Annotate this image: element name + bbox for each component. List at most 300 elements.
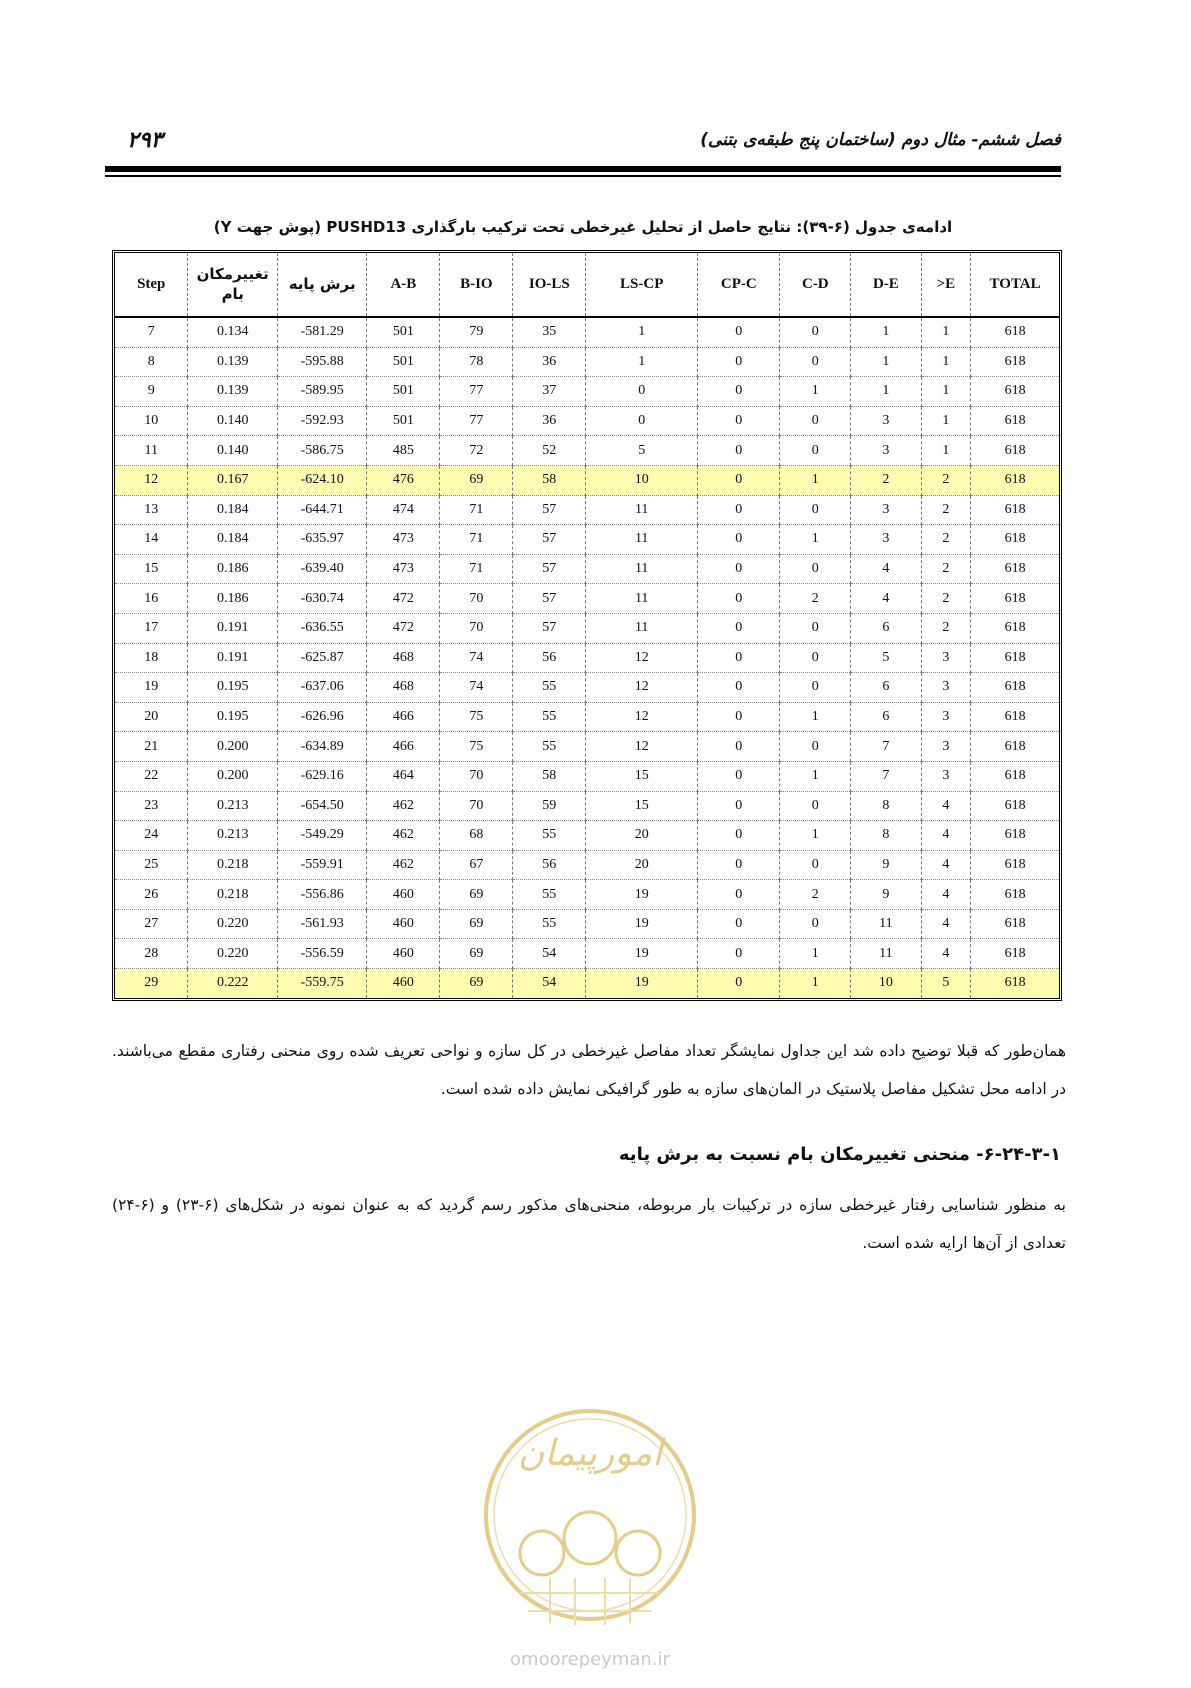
table-row xyxy=(115,880,1059,910)
table-cell: 75 xyxy=(440,732,513,762)
table-cell: -549.29 xyxy=(277,821,366,851)
table-cell: 1 xyxy=(586,347,698,377)
table-header-cell: C-D xyxy=(780,253,851,317)
table-cell: 1 xyxy=(851,377,922,407)
table-cell: 8 xyxy=(851,791,922,821)
table-cell: 17 xyxy=(115,613,188,643)
table-cell: 70 xyxy=(440,584,513,614)
table-header-cell: CP-C xyxy=(698,253,780,317)
table-cell: 6 xyxy=(851,673,922,703)
table-cell: 618 xyxy=(971,495,1059,525)
table-cell: 468 xyxy=(367,643,440,673)
table-cell: 618 xyxy=(971,643,1059,673)
paragraph-hinges-note: همان‌طور که قبلا توضیح داده شد این جداول نمایشگر تعداد مفاصل غیرخطی در کل سازه و نواحی تعریف شده روی منحنی رفتاری مقطع می‌باشند. در ادامه محل تشکیل مفاصل پلاستیک در المان‌های سازه به طور گرافیکی نمایش داده شده است. xyxy=(112,1042,1066,1098)
table-cell: 472 xyxy=(367,613,440,643)
table-cell: 0 xyxy=(698,939,780,969)
table-cell: 0 xyxy=(698,436,780,466)
table-cell: 0 xyxy=(780,317,851,347)
table-cell: 26 xyxy=(115,880,188,910)
table-cell: 0.184 xyxy=(188,525,277,555)
table-cell: 4 xyxy=(921,939,970,969)
table-cell: 618 xyxy=(971,791,1059,821)
table-cell: 2 xyxy=(921,525,970,555)
table-row xyxy=(115,850,1059,880)
table-cell: 35 xyxy=(513,317,586,347)
table-cell: -634.89 xyxy=(277,732,366,762)
table-cell: 22 xyxy=(115,761,188,791)
table-cell: -589.95 xyxy=(277,377,366,407)
table-cell: 29 xyxy=(115,969,188,998)
table-cell: 12 xyxy=(586,673,698,703)
table-cell: -595.88 xyxy=(277,347,366,377)
table-row xyxy=(115,613,1059,643)
table-cell: 460 xyxy=(367,969,440,998)
table-cell: 37 xyxy=(513,377,586,407)
table-cell: 1 xyxy=(921,317,970,347)
table-row xyxy=(115,673,1059,703)
table-cell: 20 xyxy=(586,850,698,880)
table-cell: 0 xyxy=(698,880,780,910)
table-header-row xyxy=(115,253,1059,317)
table-cell: 2 xyxy=(851,465,922,495)
table-cell: 55 xyxy=(513,673,586,703)
table-cell: 0 xyxy=(698,584,780,614)
table-cell: 618 xyxy=(971,939,1059,969)
table-cell: 0 xyxy=(780,495,851,525)
table-cell: -586.75 xyxy=(277,436,366,466)
table-cell: 11 xyxy=(586,584,698,614)
table-cell: 0.191 xyxy=(188,643,277,673)
table-cell: 0.186 xyxy=(188,584,277,614)
table-cell: 4 xyxy=(921,909,970,939)
table-cell: 18 xyxy=(115,643,188,673)
table-cell: -556.59 xyxy=(277,939,366,969)
table-cell: 2 xyxy=(780,584,851,614)
table-cell: 54 xyxy=(513,939,586,969)
table-cell: 56 xyxy=(513,643,586,673)
table-cell: 27 xyxy=(115,909,188,939)
table-cell: 77 xyxy=(440,377,513,407)
table-cell: 0 xyxy=(780,673,851,703)
table-cell: -644.71 xyxy=(277,495,366,525)
table-cell: 0.140 xyxy=(188,436,277,466)
table-cell: 0.213 xyxy=(188,821,277,851)
table-cell: 2 xyxy=(921,584,970,614)
table-row xyxy=(115,939,1059,969)
table-cell: 55 xyxy=(513,702,586,732)
table-cell: 0.186 xyxy=(188,554,277,584)
table-cell: -637.06 xyxy=(277,673,366,703)
table-cell: 6 xyxy=(851,613,922,643)
table-cell: 0 xyxy=(698,702,780,732)
table-cell: 3 xyxy=(851,495,922,525)
table-cell: 12 xyxy=(115,465,188,495)
table-cell: 0 xyxy=(698,732,780,762)
table-cell: 0 xyxy=(780,406,851,436)
table-cell: 618 xyxy=(971,377,1059,407)
table-header-cell: IO-LS xyxy=(513,253,586,317)
table-cell: 1 xyxy=(780,377,851,407)
table-cell: 5 xyxy=(586,436,698,466)
table-cell: 3 xyxy=(921,643,970,673)
table-cell: 69 xyxy=(440,909,513,939)
table-cell: 9 xyxy=(851,880,922,910)
table-row xyxy=(115,525,1059,555)
table-cell: 57 xyxy=(513,554,586,584)
table-cell: 1 xyxy=(780,761,851,791)
table-cell: 0.139 xyxy=(188,347,277,377)
table-cell: 12 xyxy=(586,702,698,732)
table-row xyxy=(115,317,1059,347)
table-cell: 0 xyxy=(698,525,780,555)
table-header-cell: TOTAL xyxy=(971,253,1059,317)
table-cell: 0.195 xyxy=(188,702,277,732)
table-cell: -629.16 xyxy=(277,761,366,791)
table-header-cell: D-E xyxy=(851,253,922,317)
table-cell: 68 xyxy=(440,821,513,851)
table-cell: 2 xyxy=(921,465,970,495)
table-cell: 1 xyxy=(921,377,970,407)
table-cell: 8 xyxy=(851,821,922,851)
table-cell: 0 xyxy=(780,850,851,880)
table-cell: 0 xyxy=(780,791,851,821)
table-cell: 472 xyxy=(367,584,440,614)
table-cell: 36 xyxy=(513,347,586,377)
table-row xyxy=(115,495,1059,525)
table-cell: -561.93 xyxy=(277,909,366,939)
table-cell: 618 xyxy=(971,732,1059,762)
table-body xyxy=(115,317,1059,998)
table-cell: 2 xyxy=(780,880,851,910)
table-cell: 69 xyxy=(440,880,513,910)
table-cell: 0 xyxy=(780,436,851,466)
table-cell: 464 xyxy=(367,761,440,791)
table-cell: 618 xyxy=(971,613,1059,643)
table-cell: -556.86 xyxy=(277,880,366,910)
table-cell: 0.222 xyxy=(188,969,277,998)
table-cell: 12 xyxy=(586,643,698,673)
table-cell: 54 xyxy=(513,969,586,998)
table-cell: 19 xyxy=(586,880,698,910)
table-cell: 618 xyxy=(971,909,1059,939)
table-cell: 16 xyxy=(115,584,188,614)
table-cell: 462 xyxy=(367,821,440,851)
table-row xyxy=(115,554,1059,584)
table-cell: 618 xyxy=(971,761,1059,791)
table-row xyxy=(115,909,1059,939)
table-cell: 11 xyxy=(586,613,698,643)
table-cell: 77 xyxy=(440,406,513,436)
table-cell: 466 xyxy=(367,732,440,762)
table-cell: 0.139 xyxy=(188,377,277,407)
table-cell: 2 xyxy=(921,554,970,584)
table-cell: 56 xyxy=(513,850,586,880)
table-cell: 5 xyxy=(921,969,970,998)
table-cell: 0 xyxy=(698,673,780,703)
watermark-logo xyxy=(480,1393,700,1688)
table-cell: 5 xyxy=(851,643,922,673)
table-cell: 69 xyxy=(440,969,513,998)
table-cell: -559.75 xyxy=(277,969,366,998)
table-cell: 3 xyxy=(851,436,922,466)
table-cell: 19 xyxy=(115,673,188,703)
table-cell: 4 xyxy=(851,584,922,614)
table-row xyxy=(115,465,1059,495)
table-cell: 618 xyxy=(971,821,1059,851)
table-header-cell: Step xyxy=(115,253,188,317)
table-cell: 0.167 xyxy=(188,465,277,495)
table-cell: 618 xyxy=(971,525,1059,555)
table-cell: 74 xyxy=(440,673,513,703)
table-cell: 460 xyxy=(367,939,440,969)
table-cell: 501 xyxy=(367,347,440,377)
table-cell: 19 xyxy=(586,969,698,998)
table-cell: 9 xyxy=(115,377,188,407)
table-cell: 476 xyxy=(367,465,440,495)
table-cell: 55 xyxy=(513,732,586,762)
table-cell: 9 xyxy=(851,850,922,880)
table-row xyxy=(115,347,1059,377)
table-cell: 57 xyxy=(513,584,586,614)
table-cell: 474 xyxy=(367,495,440,525)
table-cell: 1 xyxy=(851,347,922,377)
table-header-cell: LS-CP xyxy=(586,253,698,317)
table-cell: 6 xyxy=(851,702,922,732)
table-cell: 1 xyxy=(921,406,970,436)
table-cell: -636.55 xyxy=(277,613,366,643)
table-cell: 70 xyxy=(440,791,513,821)
table-cell: 69 xyxy=(440,939,513,969)
table-cell: 19 xyxy=(586,909,698,939)
table-cell: 618 xyxy=(971,673,1059,703)
table-cell: 0.191 xyxy=(188,613,277,643)
table-cell: 71 xyxy=(440,495,513,525)
table-cell: 0 xyxy=(698,613,780,643)
results-table-frame xyxy=(112,250,1062,1001)
table-cell: 11 xyxy=(586,554,698,584)
table-cell: 0.195 xyxy=(188,673,277,703)
table-row xyxy=(115,406,1059,436)
table-cell: 3 xyxy=(851,525,922,555)
table-cell: 1 xyxy=(780,465,851,495)
table-cell: 462 xyxy=(367,850,440,880)
table-cell: 618 xyxy=(971,554,1059,584)
table-cell: 14 xyxy=(115,525,188,555)
table-header-cell: برش پایه xyxy=(277,253,366,317)
table-cell: 10 xyxy=(851,969,922,998)
table-cell: 0 xyxy=(698,347,780,377)
table-cell: 7 xyxy=(115,317,188,347)
table-cell: 1 xyxy=(921,347,970,377)
table-header-cell: A-B xyxy=(367,253,440,317)
watermark-logo-text: امورپیمان xyxy=(517,1433,663,1474)
table-cell: 0.140 xyxy=(188,406,277,436)
table-cell: 0.184 xyxy=(188,495,277,525)
table-cell: 468 xyxy=(367,673,440,703)
table-cell: 4 xyxy=(921,821,970,851)
table-cell: 618 xyxy=(971,406,1059,436)
table-cell: 1 xyxy=(586,317,698,347)
table-cell: 0 xyxy=(698,377,780,407)
table-cell: 79 xyxy=(440,317,513,347)
table-cell: 2 xyxy=(921,613,970,643)
table-cell: 618 xyxy=(971,465,1059,495)
table-cell: 55 xyxy=(513,909,586,939)
table-row xyxy=(115,643,1059,673)
table-cell: -626.96 xyxy=(277,702,366,732)
table-cell: 0 xyxy=(698,495,780,525)
table-cell: 25 xyxy=(115,850,188,880)
table-row xyxy=(115,702,1059,732)
table-cell: 1 xyxy=(921,436,970,466)
table-cell: 11 xyxy=(586,495,698,525)
table-cell: 618 xyxy=(971,880,1059,910)
results-table xyxy=(115,253,1059,998)
table-cell: 0 xyxy=(698,969,780,998)
table-cell: 618 xyxy=(971,436,1059,466)
table-cell: 485 xyxy=(367,436,440,466)
table-cell: 0 xyxy=(780,643,851,673)
table-row xyxy=(115,732,1059,762)
table-cell: 473 xyxy=(367,525,440,555)
table-row xyxy=(115,969,1059,998)
table-cell: 8 xyxy=(115,347,188,377)
table-cell: 0.220 xyxy=(188,909,277,939)
table-cell: -624.10 xyxy=(277,465,366,495)
table-cell: 460 xyxy=(367,880,440,910)
table-cell: 11 xyxy=(851,909,922,939)
running-head: فصل ششم- مثال دوم (ساختمان پنج طبقه‌ی بتنی) xyxy=(700,130,1061,150)
table-cell: -654.50 xyxy=(277,791,366,821)
table-cell: 0 xyxy=(698,850,780,880)
table-cell: 0 xyxy=(698,643,780,673)
table-row xyxy=(115,436,1059,466)
table-cell: 70 xyxy=(440,761,513,791)
table-cell: 57 xyxy=(513,495,586,525)
table-cell: 2 xyxy=(921,495,970,525)
table-cell: 0.134 xyxy=(188,317,277,347)
table-cell: 0 xyxy=(780,613,851,643)
section-heading: ۶-۲۴-۳-۱- منحنی تغییرمکان بام نسبت به برش پایه xyxy=(618,1144,1061,1165)
table-cell: 4 xyxy=(921,850,970,880)
table-cell: 0.220 xyxy=(188,939,277,969)
table-cell: 466 xyxy=(367,702,440,732)
table-cell: 0 xyxy=(698,821,780,851)
paragraph-curves-intro: به منظور شناسایی رفتار غیرخطی سازه در ترکیبات بار مربوطه، منحنی‌های مذکور رسم گردید که به عنوان نمونه در شکل‌های (۶-۲۳) و (۶-۲۴) تعدادی از آن‌ها ارایه شده است. xyxy=(112,1196,1066,1252)
table-cell: 4 xyxy=(851,554,922,584)
table-cell: 15 xyxy=(586,791,698,821)
table-cell: 618 xyxy=(971,347,1059,377)
table-cell: -559.91 xyxy=(277,850,366,880)
table-cell: 55 xyxy=(513,880,586,910)
table-cell: 57 xyxy=(513,525,586,555)
table-cell: 10 xyxy=(115,406,188,436)
table-cell: 4 xyxy=(921,791,970,821)
table-cell: 0 xyxy=(698,761,780,791)
table-cell: 1 xyxy=(780,525,851,555)
table-cell: 23 xyxy=(115,791,188,821)
table-cell: 78 xyxy=(440,347,513,377)
table-cell: 24 xyxy=(115,821,188,851)
table-cell: 618 xyxy=(971,584,1059,614)
table-cell: 618 xyxy=(971,702,1059,732)
table-cell: 7 xyxy=(851,761,922,791)
table-cell: 10 xyxy=(586,465,698,495)
table-cell: 0 xyxy=(780,347,851,377)
page-number: ۲۹۳ xyxy=(127,128,163,153)
table-cell: 1 xyxy=(780,939,851,969)
header-rule-thick xyxy=(105,166,1061,172)
table-cell: 0 xyxy=(698,465,780,495)
table-cell: 58 xyxy=(513,761,586,791)
table-cell: 1 xyxy=(780,969,851,998)
table-cell: 36 xyxy=(513,406,586,436)
table-cell: 0 xyxy=(586,406,698,436)
table-cell: 1 xyxy=(780,702,851,732)
table-cell: 0 xyxy=(698,791,780,821)
table-cell: 12 xyxy=(586,732,698,762)
table-cell: 59 xyxy=(513,791,586,821)
table-cell: -639.40 xyxy=(277,554,366,584)
table-cell: -625.87 xyxy=(277,643,366,673)
table-cell: 11 xyxy=(115,436,188,466)
table-cell: 15 xyxy=(586,761,698,791)
table-cell: 75 xyxy=(440,702,513,732)
table-cell: 57 xyxy=(513,613,586,643)
table-cell: 3 xyxy=(921,761,970,791)
table-cell: 501 xyxy=(367,406,440,436)
table-cell: 618 xyxy=(971,317,1059,347)
table-row xyxy=(115,584,1059,614)
table-cell: 0.213 xyxy=(188,791,277,821)
table-cell: 0 xyxy=(698,317,780,347)
table-cell: 462 xyxy=(367,791,440,821)
table-cell: 15 xyxy=(115,554,188,584)
table-cell: -592.93 xyxy=(277,406,366,436)
table-cell: 21 xyxy=(115,732,188,762)
table-cell: 0.200 xyxy=(188,761,277,791)
table-row xyxy=(115,377,1059,407)
table-header-cell: B-IO xyxy=(440,253,513,317)
table-cell: 52 xyxy=(513,436,586,466)
table-cell: 0 xyxy=(780,732,851,762)
table-head xyxy=(115,253,1059,317)
table-cell: 0 xyxy=(780,554,851,584)
table-cell: 3 xyxy=(921,702,970,732)
table-cell: 70 xyxy=(440,613,513,643)
table-row xyxy=(115,791,1059,821)
table-cell: 0.218 xyxy=(188,850,277,880)
table-cell: 0 xyxy=(698,554,780,584)
table-cell: 20 xyxy=(115,702,188,732)
table-cell: 0 xyxy=(698,406,780,436)
table-cell: 1 xyxy=(780,821,851,851)
table-cell: 0 xyxy=(780,909,851,939)
table-cell: 7 xyxy=(851,732,922,762)
table-cell: -630.74 xyxy=(277,584,366,614)
table-caption: ادامه‌ی جدول (۶-۳۹): نتایج حاصل از تحلیل غیرخطی تحت ترکیب بارگذاری PUSHD13 (پوش جهت Y) xyxy=(213,218,953,236)
table-cell: -581.29 xyxy=(277,317,366,347)
table-cell: 0 xyxy=(698,909,780,939)
table-cell: 71 xyxy=(440,554,513,584)
table-cell: 3 xyxy=(921,673,970,703)
table-cell: 13 xyxy=(115,495,188,525)
table-cell: 67 xyxy=(440,850,513,880)
table-cell: 69 xyxy=(440,465,513,495)
table-row xyxy=(115,761,1059,791)
table-cell: 0.218 xyxy=(188,880,277,910)
table-cell: 501 xyxy=(367,317,440,347)
